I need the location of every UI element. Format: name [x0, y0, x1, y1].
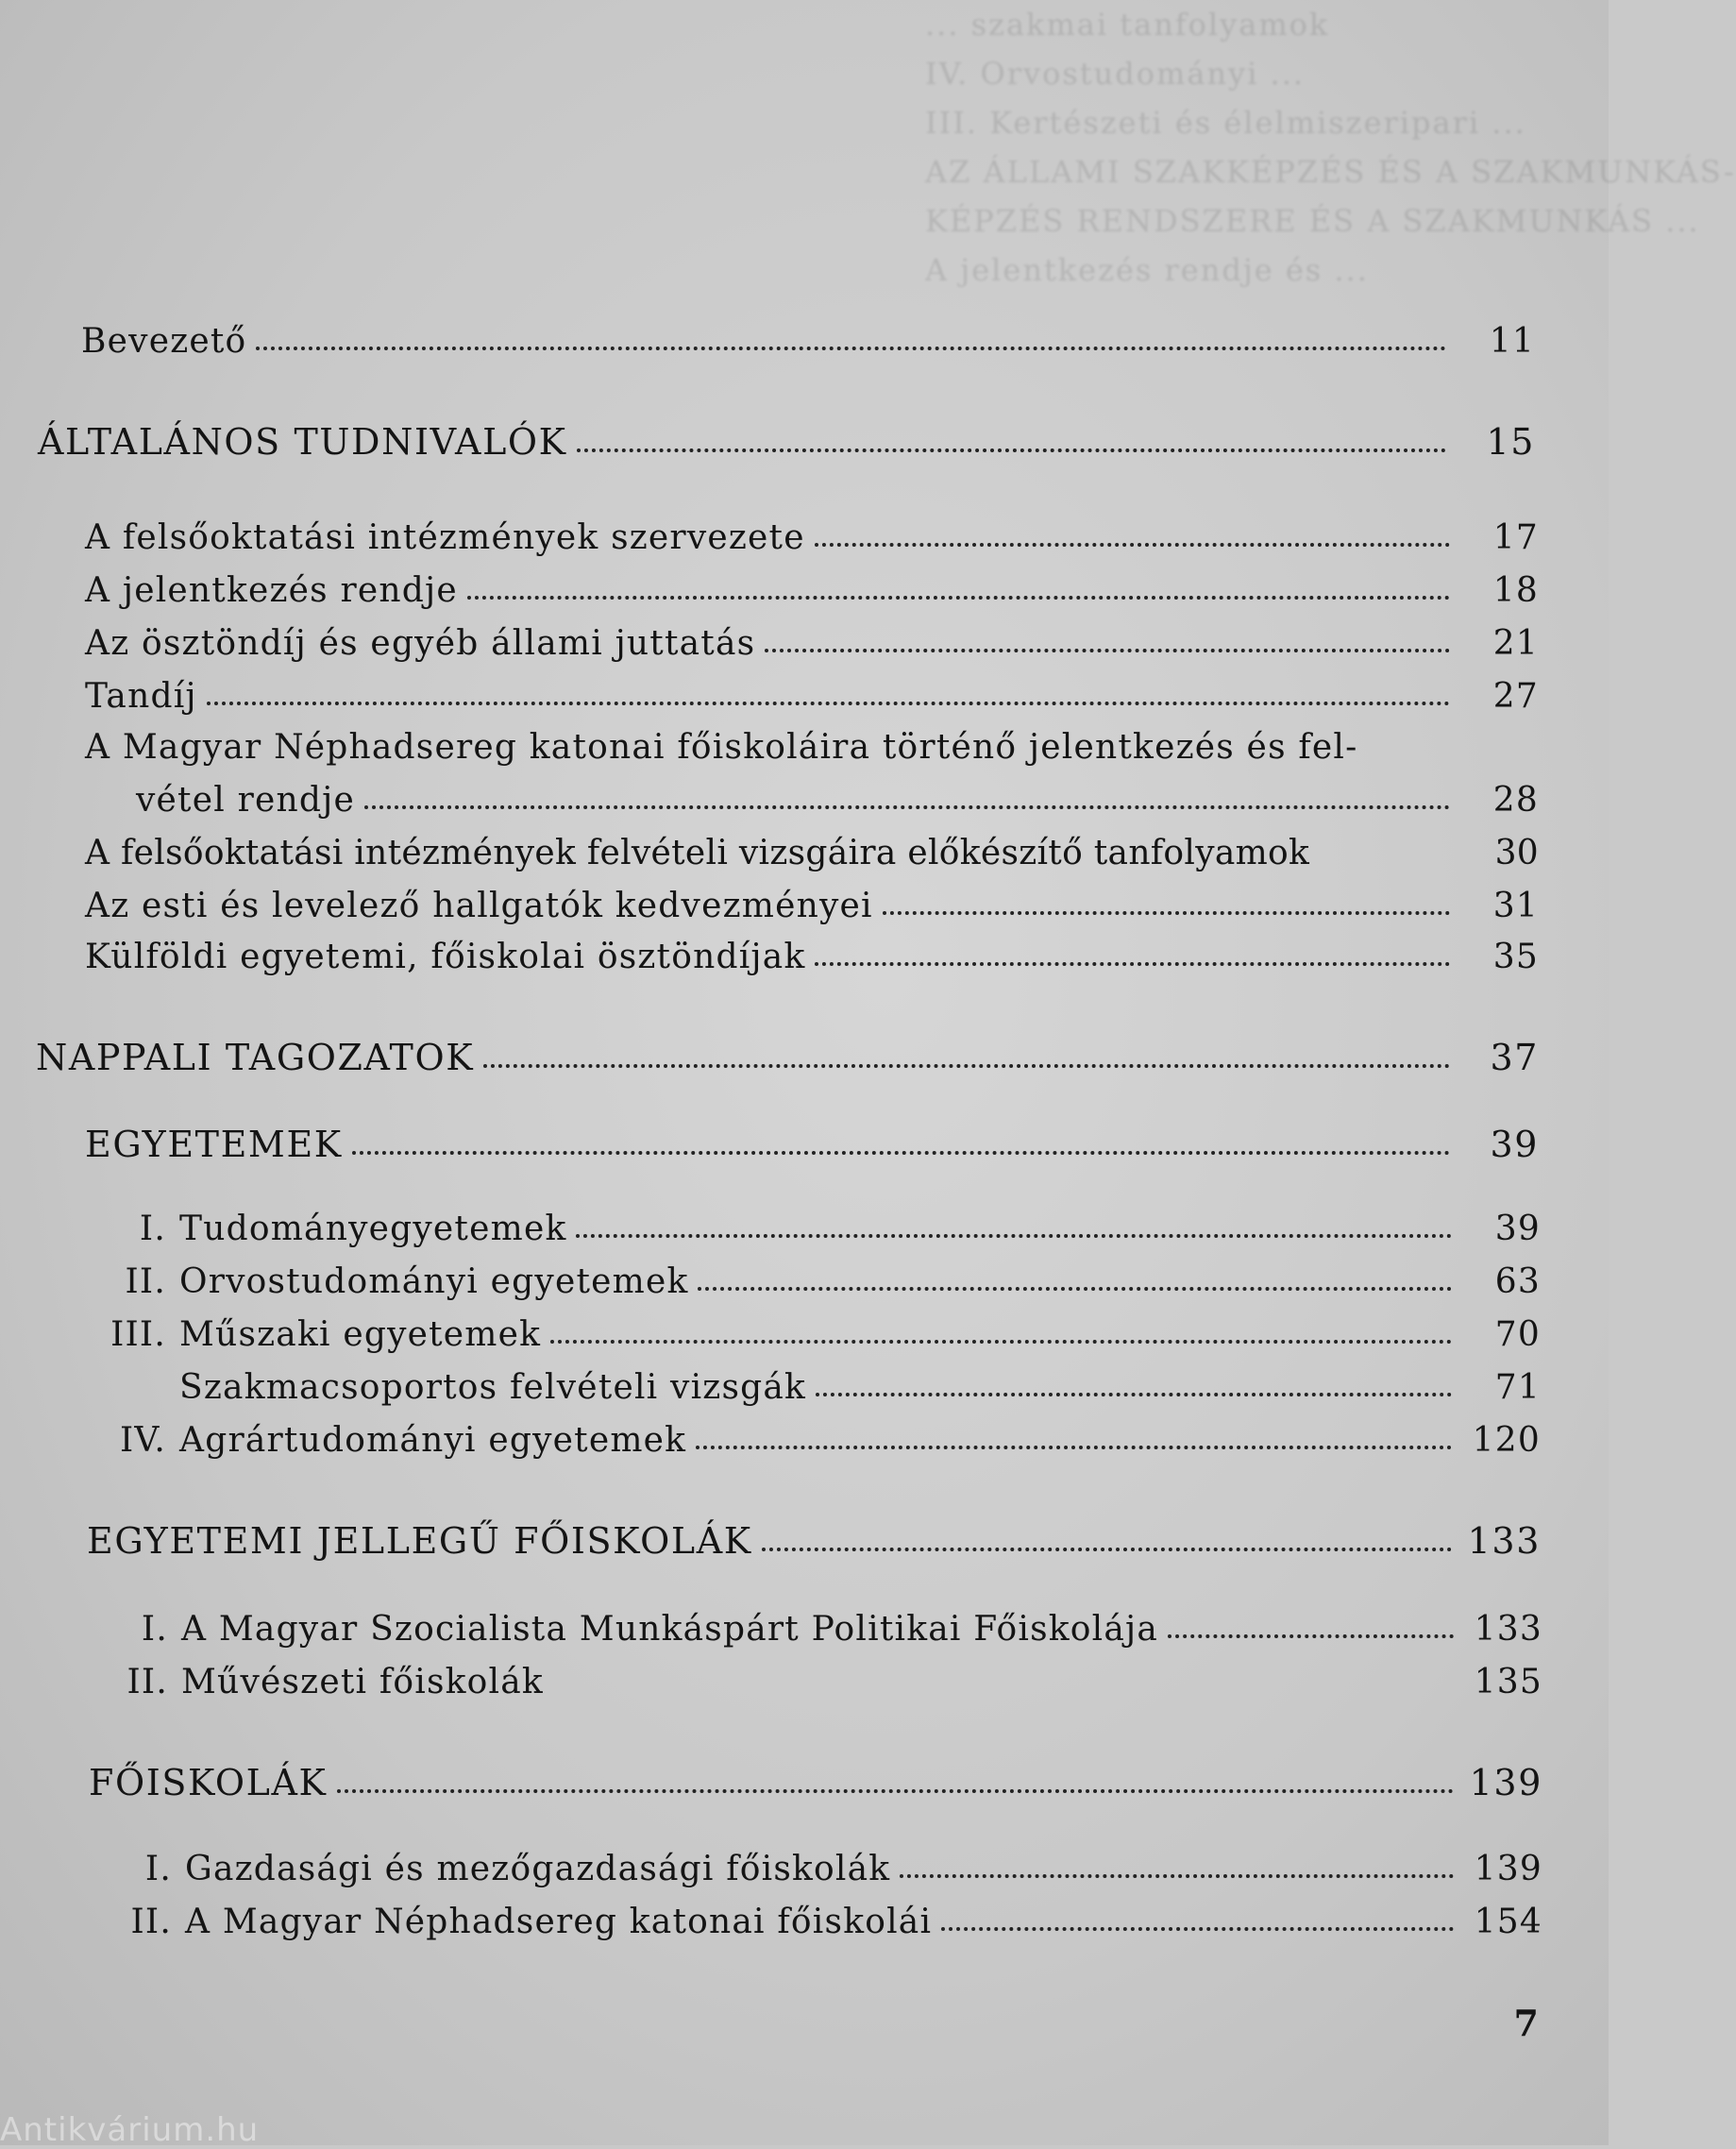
- dot-leader: [364, 805, 1450, 809]
- toc-entry-continuation: [136, 772, 1539, 820]
- dot-leader: [941, 1927, 1454, 1931]
- dot-leader: [696, 1446, 1452, 1449]
- toc-roman-numeral: I.: [141, 1610, 168, 1649]
- toc-title: A felsőoktatási intézmények felvételi vizsgáira előkészítő tanfolyamok: [85, 834, 1310, 872]
- toc-roman-numeral: II.: [126, 1663, 168, 1701]
- toc-title: EGYETEMEK: [85, 1124, 343, 1165]
- toc-page-number: 27: [1492, 677, 1539, 716]
- dot-leader: [576, 1234, 1452, 1238]
- toc-title: Agrártudományi egyetemek: [179, 1421, 687, 1460]
- dot-leader: [1168, 1634, 1454, 1638]
- toc-title: A Magyar Néphadsereg katonai főiskolái: [185, 1903, 933, 1941]
- dot-leader: [815, 543, 1450, 547]
- toc-title: Művészeti főiskolák: [181, 1663, 544, 1701]
- toc-roman-numeral: III.: [110, 1315, 166, 1354]
- toc-section-altalanos-tudnivalok: [38, 415, 1535, 463]
- toc-page-number: 18: [1492, 571, 1539, 610]
- toc-title: Az esti és levelező hallgatók kedvezményei: [85, 887, 873, 925]
- toc-page-number: 21: [1492, 624, 1539, 663]
- toc-section-egyetemi-jellegu-foiskolak: [87, 1514, 1541, 1562]
- toc-roman-numeral: II.: [125, 1262, 166, 1301]
- toc-entry-bevezeto: [81, 313, 1535, 361]
- toc-entry: [76, 1360, 1541, 1407]
- toc-entry: [85, 668, 1539, 716]
- toc-section-nappali-tagozatok: [36, 1031, 1539, 1078]
- dot-leader: [256, 347, 1446, 350]
- toc-entry: [76, 1413, 1541, 1460]
- page-number: 7: [1513, 2002, 1539, 2044]
- toc-page-number: 139: [1474, 1850, 1542, 1888]
- toc-title: NAPPALI TAGOZATOK: [36, 1037, 475, 1078]
- ghost-line: III. Kertészeti és élelmiszeripari ...: [925, 105, 1526, 141]
- dot-leader: [815, 962, 1450, 966]
- ghost-line: IV. Orvostudományi ...: [925, 56, 1306, 92]
- toc-page-number: 35: [1492, 938, 1539, 976]
- toc-page-number: 30: [1494, 834, 1539, 872]
- toc-page-number: 133: [1467, 1520, 1541, 1562]
- toc-page-number: 15: [1486, 421, 1535, 463]
- toc-title: ÁLTALÁNOS TUDNIVALÓK: [38, 421, 567, 463]
- toc-page-number: 17: [1492, 518, 1539, 557]
- toc-entry: [85, 563, 1539, 610]
- toc-entry: [76, 1307, 1541, 1354]
- dot-leader: [816, 1393, 1452, 1396]
- toc-entry: [81, 1894, 1542, 1941]
- dot-leader: [698, 1287, 1452, 1291]
- toc-title: Tandíj: [85, 677, 197, 716]
- toc-page-number: 63: [1494, 1262, 1541, 1301]
- toc-title: A felsőoktatási intézmények szervezete: [85, 518, 805, 557]
- dot-leader: [883, 911, 1450, 915]
- toc-entry: [85, 510, 1539, 557]
- toc-section-egyetemek: [85, 1118, 1539, 1165]
- toc-entry: [77, 1601, 1542, 1649]
- dot-leader: [467, 596, 1450, 600]
- toc-page-number: 11: [1489, 322, 1535, 361]
- toc-title: vétel rendje: [136, 781, 355, 820]
- toc-roman-numeral: II.: [130, 1903, 172, 1941]
- toc-title: A jelentkezés rendje: [85, 571, 458, 610]
- toc-title: Tudományegyetemek: [179, 1210, 567, 1248]
- toc-entry: [85, 878, 1539, 925]
- toc-roman-numeral: IV.: [120, 1421, 166, 1460]
- toc-entry: [76, 1201, 1541, 1248]
- toc-entry: [81, 1841, 1542, 1888]
- toc-page-number: 28: [1492, 781, 1539, 820]
- toc-title: Az ösztöndíj és egyéb állami juttatás: [85, 624, 756, 663]
- toc-page-number: 39: [1490, 1124, 1539, 1165]
- toc-title: Külföldi egyetemi, főiskolai ösztöndíjak: [85, 938, 806, 976]
- toc-title: Bevezető: [81, 322, 247, 361]
- dot-leader: [550, 1340, 1452, 1344]
- dot-leader: [483, 1064, 1450, 1068]
- ghost-line: A jelentkezés rendje és ...: [925, 252, 1369, 288]
- toc-title: A Magyar Néphadsereg katonai főiskoláira történő jelentkezés és fel-: [85, 728, 1358, 767]
- toc-title: A Magyar Szocialista Munkáspárt Politikai Főiskolája: [181, 1610, 1159, 1649]
- toc-page-number: 71: [1494, 1368, 1541, 1407]
- toc-entry: [85, 616, 1539, 663]
- toc-title: FŐISKOLÁK: [89, 1762, 328, 1803]
- dot-leader: [577, 448, 1446, 452]
- toc-roman-numeral: I.: [144, 1850, 172, 1888]
- toc-page-number: 37: [1490, 1037, 1539, 1078]
- toc-page-number: 39: [1494, 1210, 1541, 1248]
- dot-leader: [762, 1548, 1452, 1551]
- ghost-line: KÉPZÉS RENDSZERE ÉS A SZAKMUNKÁS ...: [925, 203, 1700, 239]
- dot-leader: [207, 702, 1450, 705]
- dot-leader: [352, 1151, 1450, 1155]
- toc-entry-first-line: [85, 719, 1539, 767]
- toc-title: Szakmacsoportos felvételi vizsgák: [179, 1368, 807, 1407]
- toc-page-number: 133: [1474, 1610, 1542, 1649]
- toc-title: Orvostudományi egyetemek: [179, 1262, 689, 1301]
- toc-entry: [76, 1254, 1541, 1301]
- toc-entry: [77, 1654, 1542, 1701]
- dot-leader: [765, 649, 1450, 652]
- ghost-line: AZ ÁLLAMI SZAKKÉPZÉS ÉS A SZAKMUNKÁS-: [925, 154, 1736, 190]
- toc-entry: [85, 825, 1539, 872]
- toc-title: EGYETEMI JELLEGŰ FŐISKOLÁK: [87, 1520, 752, 1562]
- toc-page-number: 139: [1469, 1762, 1542, 1803]
- dot-leader: [900, 1874, 1454, 1878]
- dot-leader: [337, 1789, 1454, 1793]
- watermark: Antikvárium.hu: [0, 2111, 260, 2149]
- toc-page-number: 135: [1474, 1663, 1542, 1701]
- toc-roman-numeral: I.: [139, 1210, 166, 1248]
- toc-title: Gazdasági és mezőgazdasági főiskolák: [185, 1850, 891, 1888]
- toc-page-number: 120: [1472, 1421, 1541, 1460]
- toc-section-foiskolak: [89, 1756, 1542, 1803]
- toc-page-number: 31: [1492, 887, 1539, 925]
- ghost-line: ... szakmai tanfolyamok: [925, 7, 1330, 42]
- toc-page-number: 70: [1494, 1315, 1541, 1354]
- toc-entry: [85, 929, 1539, 976]
- toc-title: Műszaki egyetemek: [179, 1315, 542, 1354]
- toc-page-number: 154: [1474, 1903, 1542, 1941]
